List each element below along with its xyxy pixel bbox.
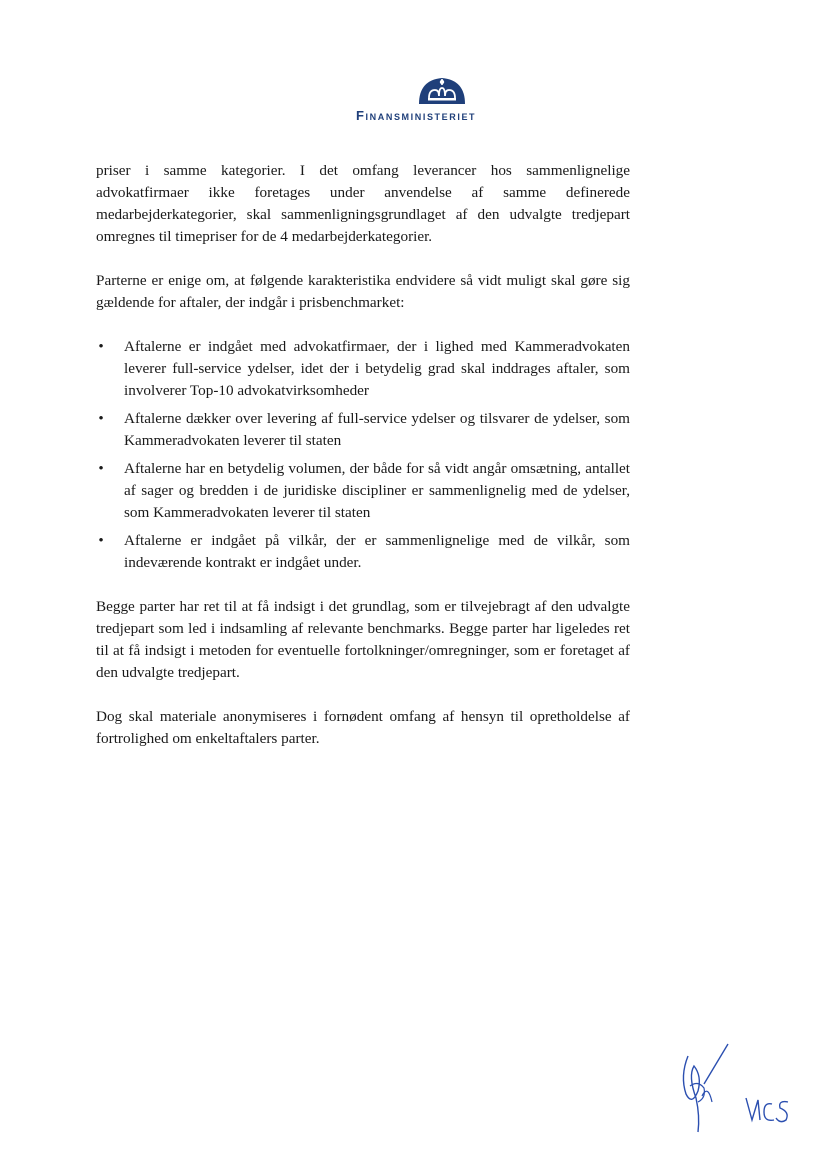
handwritten-signature: [668, 1036, 798, 1136]
list-item-text: Aftalerne er indgået på vilkår, der er sammenlignelige med de vilkår, som indeværende kontrakt er indgået under.: [124, 532, 630, 571]
bullet-icon: •: [98, 532, 104, 549]
paragraph: Dog skal materiale anonymiseres i fornødent omfang af hensyn til opretholdelse af fortrolighed om enkeltaftalers parter.: [96, 708, 630, 747]
paragraph: Begge parter har ret til at få indsigt i det grundlag, som er tilvejebragt af den udvalgte tredjepart som led i indsamling af relevante benchmarks. Begge parter har ligeledes ret til at få indsigt i metoden for eventuelle fortolkninger/omregninger, som er foretaget af den udvalgte tredjepart.: [96, 598, 630, 681]
bullet-icon: •: [98, 460, 104, 477]
list-item-text: Aftalerne har en betydelig volumen, der både for så vidt angår omsætning, antallet af sager og bredden i de juridiske discipliner er sammenlignelig med de ydelser, som Kammeradvokaten leverer til staten: [124, 460, 630, 521]
criteria-list: [96, 336, 630, 574]
paragraph: Parterne er enige om, at følgende karakteristika endvidere så vidt muligt skal gøre sig gældende for aftaler, der indgår i prisbenchmarket:: [96, 272, 630, 311]
list-item-text: Aftalerne dækker over levering af full-service ydelser og tilsvarer de ydelser, som Kammeradvokaten leverer til staten: [124, 410, 630, 449]
ministry-name: Finansministeriet: [356, 108, 477, 123]
bullet-icon: •: [98, 338, 104, 355]
list-item: [96, 530, 630, 574]
list-item: [96, 408, 630, 452]
bullet-icon: •: [98, 410, 104, 427]
crown-logo-icon: [417, 76, 467, 106]
document-body: [96, 160, 630, 772]
list-item: [96, 336, 630, 402]
paragraph: priser i samme kategorier. I det omfang leverancer hos sammenlignelige advokatfirmaer ikke foretages under anvendelse af samme definerede medarbejderkategorier, skal sammenligningsgrundlaget af den udvalgte tredjepart omregnes til timepriser for de 4 medarbejderkategorier.: [96, 162, 630, 245]
list-item-text: Aftalerne er indgået med advokatfirmaer, der i lighed med Kammeradvokaten leverer full-service ydelser, idet der i betydelig grad skal inddrages aftaler, som involverer Top-10 advokatvirksomheder: [124, 338, 630, 399]
list-item: [96, 458, 630, 524]
